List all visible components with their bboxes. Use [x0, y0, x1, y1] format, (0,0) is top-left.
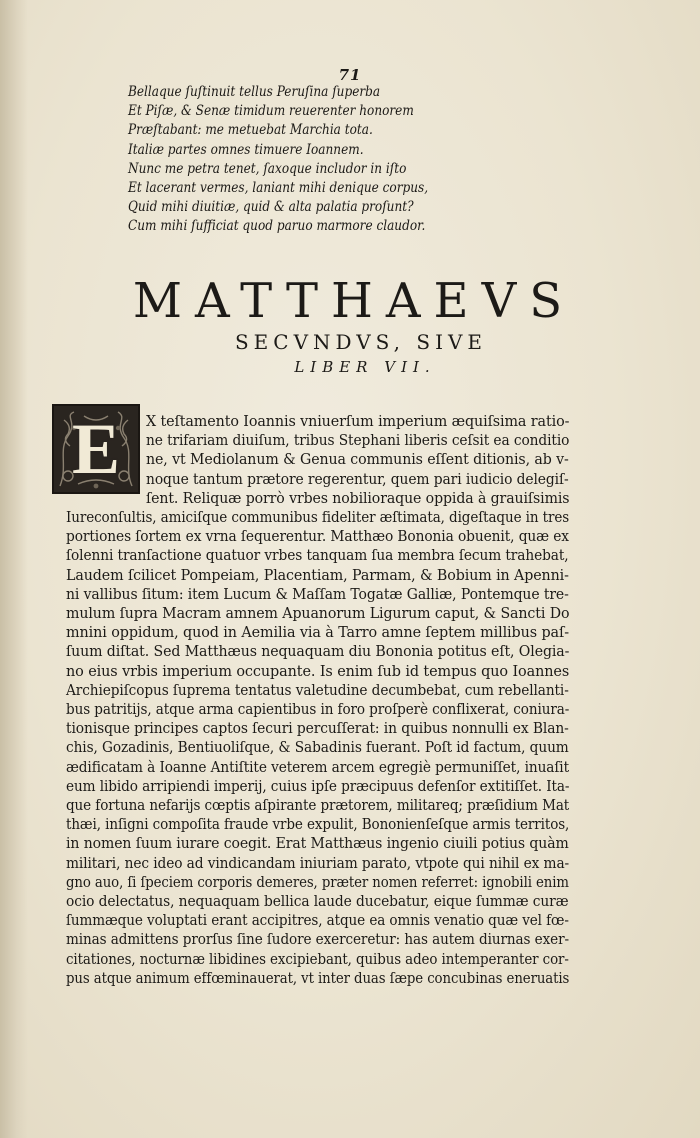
body-line: noque tantum prætore regerentur, quem pari iudicio delegiſ-: [146, 470, 569, 488]
body-line: Archiepiſcopus ſuprema tentatus valetudine decumbebat, cum rebellanti-: [66, 681, 569, 699]
book-number: LIBER VII.: [294, 358, 436, 376]
body-line: ſummæque voluptati erant accipitres, atque ea omnis venatio quæ vel fœ-: [66, 912, 569, 930]
body-line: ſuum diſtat. Sed Matthæus nequaquam diu Bononia potitus eſt, Olegia-: [66, 643, 570, 661]
chapter-subtitle: SECVNDVS, SIVE: [234, 330, 488, 354]
verse-line: Et lacerant vermes, laniant mihi denique corpus,: [128, 180, 429, 197]
body-line: eum libido arripiendi imperij, cuius ipſe præcipuus defenſor extitiſſet. Ita-: [66, 777, 570, 795]
initial-letter: E: [71, 409, 121, 489]
verse-line: Et Piſæ, & Senæ timidum reuerenter honorem: [128, 103, 414, 120]
body-line: ni vallibus ſitum: item Lucum & Maſſam Togatæ Galliæ, Pontemque tre-: [66, 585, 569, 603]
body-line: gno auo, ſi ſpeciem corporis demeres, præter nomen referret: ignobili enim: [66, 873, 569, 891]
body-line: ocio delectatus, nequaquam bellica laude ducebatur, eique ſummæ curæ: [66, 893, 569, 910]
body-line: mulum ſupra Macram amnem Apuanorum Ligurum caput, & Sancti Do: [66, 605, 570, 622]
decorated-initial: [52, 404, 140, 494]
verse-line: Quid mihi diuitiæ, quid & alta palatia proſunt?: [128, 199, 414, 216]
verse-line: Præſtabant: me metuebat Marchia tota.: [128, 122, 373, 139]
body-line: thæi, inſigni compoſita fraude vrbe expulit, Bononienſeſque armis territos,: [66, 816, 570, 834]
body-line: ſolenni tranſactione quatuor vrbes tanquam ſua membra ſecum trahebat,: [66, 547, 569, 565]
body-line: minas admittens prorſus ſine ſudore exerceretur: has autem diurnas exer-: [66, 931, 569, 949]
body-line: que fortuna nefarijs cœptis aſpirante prætorem, militareq; præſidium Mat: [66, 797, 570, 814]
body-line: ædificatam à Ioanne Antiſtite veterem arcem egregiè permuniſſet, inuaſit: [66, 758, 569, 776]
body-line: Laudem ſcilicet Pompeiam, Placentiam, Parmam, & Bobium in Apenni-: [66, 566, 569, 584]
body-line: tionisque principes captos ſecuri percuſſerat: in quibus nonnulli ex Blan-: [66, 720, 569, 738]
body-line: ſent. Reliquæ porrò vrbes nobilioraque oppida à grauiſsimis: [146, 489, 570, 507]
body-line: in nomen ſuum iurare coegit. Erat Matthæus ingenio ciuili potius quàm: [66, 835, 569, 853]
body-line: chis, Gozadinis, Bentiuoliſque, & Sabadinis fuerant. Poſt id factum, quum: [66, 739, 569, 757]
body-line: ne trifariam diuiſum, tribus Stephani liberis ceſsit ea conditio: [146, 432, 570, 450]
epitaph-verse: [128, 83, 480, 237]
body-line: militari, nec ideo ad vindicandam iniuriam parato, vtpote qui nihil ex ma-: [66, 854, 570, 872]
verse-line: Italiæ partes omnes timuere Ioannem.: [128, 141, 364, 158]
body-line: mnini oppidum, quod in Aemilia via à Tarro amne ſeptem millibus paſ-: [66, 624, 569, 642]
page-number: 71: [338, 66, 362, 84]
verse-line: Bellaque ſuſtinuit tellus Peruſina ſuperba: [128, 84, 381, 100]
body-line: portiones ſortem ex vrna ſequerentur. Matthæo Bononia obuenit, quæ ex: [66, 528, 569, 546]
body-line: citationes, nocturnæ libidines excipiebant, quibus adeo intemperanter cor-: [66, 950, 569, 968]
body-line: ne, vt Mediolanum & Genua communis eſſent ditionis, ab v-: [146, 451, 569, 469]
body-line: pus atque animum effœminauerat, vt inter duas ſæpe concubinas eneruatis: [66, 969, 570, 987]
verse-line: Cum mihi ſufficiat quod paruo marmore claudor.: [128, 218, 426, 235]
body-line: bus patritijs, atque arma capientibus in foro proſperè conflixerat, coniura-: [66, 701, 570, 718]
chapter-title: MATTHAEVS: [132, 273, 576, 329]
body-line: no eius vrbis imperium occupante. Is enim ſub id tempus quo Ioannes: [66, 662, 570, 680]
body-line: X teſtamento Ioannis vniuerſum imperium æquiſsima ratio-: [146, 413, 570, 430]
page-gutter-shadow: [0, 0, 28, 1138]
body-line: Iureconſultis, amiciſque communibus fideliter æſtimata, digeſtaque in tres: [66, 509, 570, 526]
verse-line: Nunc me petra tenet, ſaxoque includor in iſto: [128, 160, 407, 177]
